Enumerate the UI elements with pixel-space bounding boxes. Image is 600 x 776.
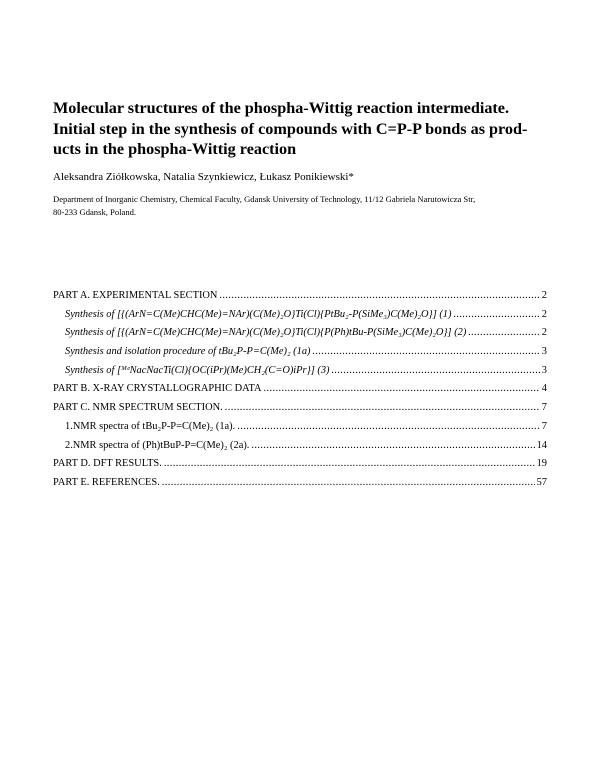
toc-entry-label: PART A. EXPERIMENTAL SECTION <box>53 290 218 301</box>
title-line: Initial step in the synthesis of compounds with C=P-P bonds as prod- <box>53 119 528 138</box>
toc-page-number: 3 <box>541 346 547 358</box>
toc-leader-dots <box>219 290 539 301</box>
title-line: ucts in the phospha-Wittig reaction <box>53 140 297 158</box>
toc-entry-label: PART D. DFT RESULTS. <box>53 458 162 470</box>
toc-entry-part-e[interactable] <box>53 477 547 496</box>
toc-leader-dots <box>468 327 539 338</box>
toc-page-number: 57 <box>536 476 547 488</box>
toc-entry-nmr-1a[interactable] <box>53 421 547 440</box>
toc-entry-label: Synthesis of [{(ArN=C(Me)CHC(Me)=NAr)(C(Me)₂O}Ti(Cl){PtBu₂-P(SiMe₃)C(Me)₂O}] (1) <box>65 308 452 320</box>
toc-page-number: 3 <box>541 364 547 376</box>
affiliation-line: Department of Inorganic Chemistry, Chemical Faculty, Gdansk University of Technology, 11/12 Gabriela Narutowicza Str, <box>53 194 476 204</box>
toc-entry-label: NMR spectra of (Ph)tBuP-P=C(Me)₂ (2a). <box>72 439 250 451</box>
toc-entry-part-a[interactable] <box>53 290 547 309</box>
toc-entry-label: Synthesis of [ᴹᵉNacNacTi(Cl){OC(iPr)(Me)CH₂(C=O)iPr}] (3) <box>65 364 330 376</box>
toc-entry-part-b[interactable] <box>53 383 547 402</box>
toc-leader-dots <box>164 458 535 469</box>
toc-page-number: 7 <box>541 420 547 432</box>
toc-entry-label: PART C. NMR SPECTRUM SECTION. <box>53 402 223 414</box>
paper-title <box>53 98 553 160</box>
toc-entry-label: Synthesis and isolation procedure of tBu₂P-P=C(Me)₂ (1a) <box>65 346 311 358</box>
toc-leader-dots <box>251 440 534 451</box>
toc-page-number: 2 <box>541 327 547 339</box>
toc-page-number: 2 <box>541 308 547 320</box>
toc-leader-dots <box>225 402 540 413</box>
toc-leader-dots <box>331 365 539 376</box>
toc-entry-part-c[interactable] <box>53 402 547 421</box>
toc-entry-label: NMR spectra of tBu₂P-P=C(Me)₂ (1a). <box>72 420 236 432</box>
toc-page-number: 2 <box>541 290 547 301</box>
toc-page-number: 4 <box>541 383 547 395</box>
table-of-contents <box>53 290 547 496</box>
toc-entry-synthesis-1[interactable] <box>53 309 547 328</box>
toc-entry-label: PART B. X-RAY CRYSTALLOGRAPHIC DATA <box>53 383 262 395</box>
toc-entry-synthesis-2[interactable] <box>53 327 547 346</box>
toc-page-number: 14 <box>536 439 547 451</box>
toc-entry-label: PART E. REFERENCES. <box>53 476 160 488</box>
toc-page-number: 7 <box>541 402 547 414</box>
toc-entry-nmr-2a[interactable] <box>53 440 547 459</box>
toc-entry-part-d[interactable] <box>53 458 547 477</box>
title-line: Molecular structures of the phospha-Wittig reaction intermediate. <box>53 99 510 117</box>
author-list: Aleksandra Ziółkowska, Natalia Szynkiewicz, Łukasz Ponikiewski* <box>53 171 354 183</box>
toc-entry-synthesis-1a[interactable] <box>53 346 547 365</box>
toc-leader-dots <box>237 421 540 432</box>
toc-leader-dots <box>312 346 539 357</box>
toc-page-number: 19 <box>536 458 547 470</box>
toc-entry-synthesis-3[interactable] <box>53 365 547 384</box>
toc-entry-label: Synthesis of [{(ArN=C(Me)CHC(Me)=NAr)(C(Me)₂O}Ti(Cl){P(Ph)tBu-P(SiMe₃)C(Me)₂O}] (2) <box>65 327 467 339</box>
toc-leader-dots <box>162 477 535 488</box>
toc-entry-number: 1. <box>65 420 73 432</box>
toc-leader-dots <box>453 309 539 320</box>
affiliation <box>53 193 553 218</box>
toc-entry-number: 2. <box>65 439 73 451</box>
affiliation-line: 80-233 Gdansk, Poland. <box>53 206 137 217</box>
toc-leader-dots <box>264 383 540 394</box>
